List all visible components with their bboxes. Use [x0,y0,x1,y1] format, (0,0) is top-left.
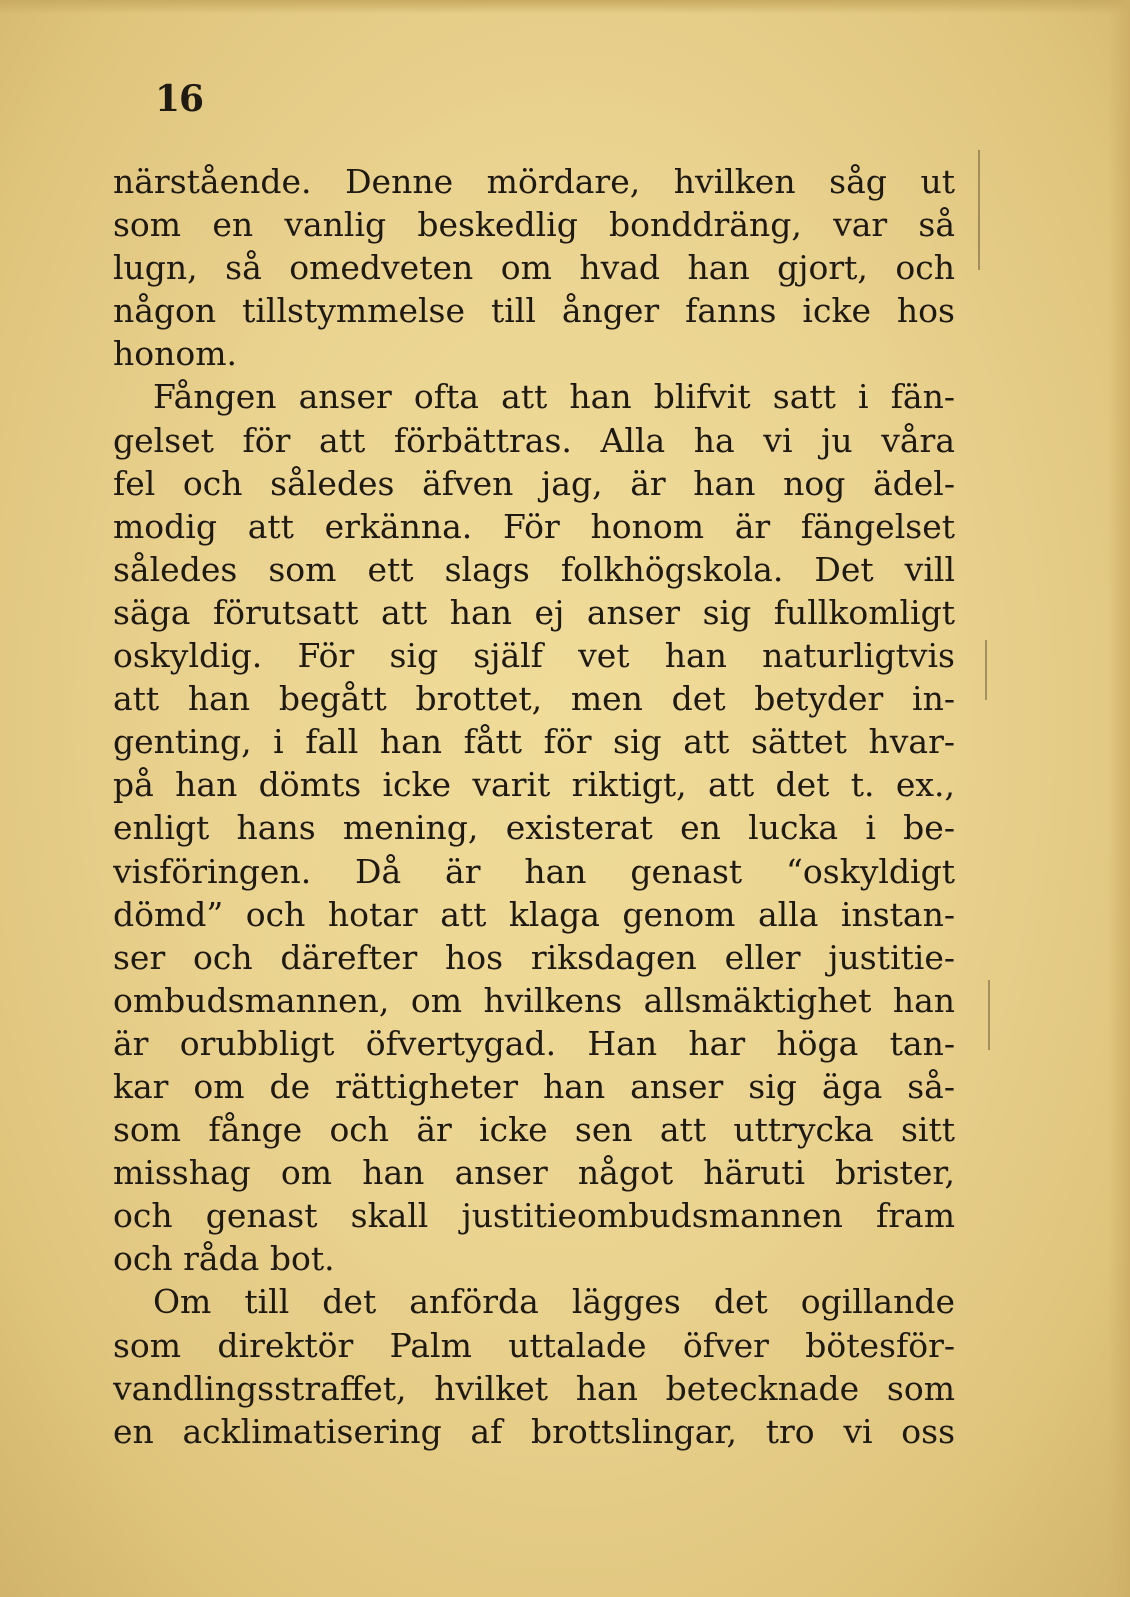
page-number: 16 [155,78,204,120]
text-line: som direktör Palm uttalade öfver bötesför- [113,1325,955,1365]
text-line: gelset för att förbättras. Alla ha vi ju våra [113,420,955,460]
text-line: misshag om han anser något häruti brister, [113,1153,955,1193]
text-line: honom. [113,334,238,374]
text-line: ombudsmannen, om hvilkens allsmäktighet han [113,980,955,1020]
text-line: som en vanlig beskedlig bonddräng, var så [113,205,955,245]
text-line: modig att erkänna. För honom är fängelset [113,506,955,546]
margin-crease [988,980,990,1050]
text-line: oskyldig. För sig själf vet han naturligtvis [113,636,955,676]
text-line: fel och således äfven jag, är han nog ädel- [113,463,955,503]
text-line: ser och därefter hos riksdagen eller justitie- [113,937,955,977]
margin-crease [985,640,987,700]
text-line: en acklimatisering af brottslingar, tro vi oss [113,1411,955,1451]
text-line: dömd” och hotar att klaga genom alla instan- [113,894,955,934]
text-line: och råda bot. [113,1239,335,1279]
text-line: som fånge och är icke sen att uttrycka sitt [113,1110,955,1150]
text-line: Fången anser ofta att han blifvit satt i fän- [153,377,955,417]
text-line: att han begått brottet, men det betyder in- [113,679,955,719]
text-line: kar om de rättigheter han anser sig äga så- [113,1066,955,1106]
text-line: således som ett slags folkhögskola. Det vill [113,549,955,589]
text-line: vandlingsstraffet, hvilket han betecknade som [113,1368,955,1408]
text-line: någon tillstymmelse till ånger fanns icke hos [113,291,955,331]
text-line: på han dömts icke varit riktigt, att det t. ex., [113,765,955,805]
text-line: närstående. Denne mördare, hvilken såg ut [113,162,955,201]
text-line: lugn, så omedveten om hvad han gjort, och [113,248,955,288]
text-line: Om till det anförda lägges det ogillande [153,1282,955,1322]
text-line: genting, i fall han fått för sig att sättet hvar- [113,722,955,762]
margin-crease [978,150,980,270]
text-line: visföringen. Då är han genast “oskyldigt [113,851,955,891]
text-line: och genast skall justitieombudsmannen fram [113,1196,955,1236]
text-line: är orubbligt öfvertygad. Han har höga tan- [113,1023,955,1063]
text-line: säga förutsatt att han ej anser sig fullkomligt [113,592,955,632]
text-line: enligt hans mening, existerat en lucka i be- [113,808,955,848]
body-text [113,160,955,1453]
